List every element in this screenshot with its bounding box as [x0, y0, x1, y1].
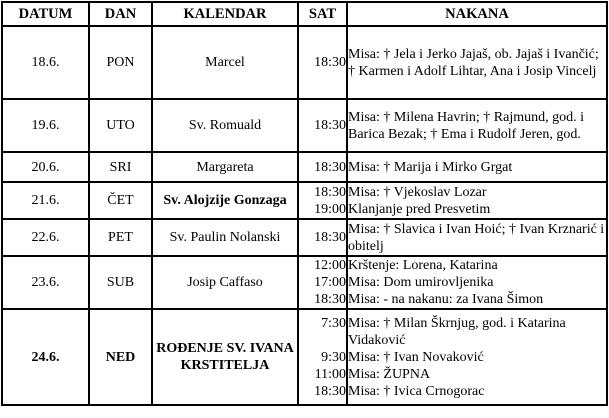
time-entry: 12:00: [314, 258, 346, 273]
time-entry: 7:30: [321, 315, 346, 331]
intention-entry: Misa: † Marija i Mirko Grgat: [348, 159, 513, 175]
schedule-rows: [2, 26, 607, 405]
intention-cell: [347, 152, 607, 182]
intention-entry: Misa: † Milena Havrin; † Rajmund, god. i Barica Bezak; † Ema i Rudolf Jeren, god.: [348, 109, 585, 142]
intention-entry: † Karmen i Adolf Lihtar, Ana i Josip Vincelj: [348, 63, 597, 79]
intention-entry: Misa: † Jela i Jerko Jajaš, ob. Jajaš i Ivančić;: [348, 46, 599, 62]
date-cell: 22.6.: [2, 219, 89, 256]
header-row: [2, 2, 607, 26]
time-entry: 17:00: [314, 275, 346, 290]
date-cell: 19.6.: [2, 99, 89, 152]
intention-entry: Misa: † Ivica Crnogorac: [348, 383, 485, 399]
intention-cell: [347, 219, 607, 256]
table-row: [2, 219, 607, 256]
header-date: DATUM: [2, 2, 89, 26]
calendar-cell: Marcel: [152, 26, 298, 99]
intention-cell: [347, 309, 607, 405]
day-cell: ČET: [89, 182, 152, 219]
date-cell: 18.6.: [2, 26, 89, 99]
date-cell: 21.6.: [2, 182, 89, 219]
time-entry: 18:30: [314, 118, 346, 133]
date-cell: 23.6.: [2, 256, 89, 309]
date-cell: 20.6.: [2, 152, 89, 182]
intention-entry: Misa: † Milan Škrnjug, god. i Katarina Vidaković: [348, 315, 566, 348]
time-cell: [298, 309, 347, 405]
day-cell: PON: [89, 26, 152, 99]
calendar-cell: Sv. Paulin Nolanski: [152, 219, 298, 256]
intention-entry: Misa: † Slavica i Ivan Hoić; † Ivan Krznarić i obitelj: [348, 221, 605, 254]
intention-entry: Misa: † Vjekoslav Lozar: [348, 184, 487, 200]
time-entry: 11:00: [314, 366, 346, 382]
table-row: [2, 26, 607, 99]
intention-cell: [347, 256, 607, 309]
header-time: SAT: [298, 2, 347, 26]
mass-schedule-table: [1, 1, 608, 406]
time-cell: [298, 26, 347, 99]
day-cell: SRI: [89, 152, 152, 182]
time-entry: 18:30: [314, 184, 346, 200]
calendar-cell: Josip Caffaso: [152, 256, 298, 309]
time-entry: 19:00: [314, 201, 346, 217]
time-cell: [298, 219, 347, 256]
intention-entry: Misa: Dom umirovljenika: [348, 275, 494, 290]
header-intention: NAKANA: [347, 2, 607, 26]
intention-cell: [347, 182, 607, 219]
time-entry: 18:30: [314, 55, 346, 70]
table-row: [2, 182, 607, 219]
intention-cell: [347, 26, 607, 99]
time-cell: [298, 256, 347, 309]
table-row: [2, 256, 607, 309]
time-entry: 18:30: [314, 383, 346, 399]
intention-entry: Misa: - na nakanu: za Ivana Šimon: [348, 292, 544, 307]
calendar-cell: Sv. Alojzije Gonzaga: [152, 182, 298, 219]
intention-entry: Krštenje: Lorena, Katarina: [348, 258, 498, 273]
table-row: [2, 99, 607, 152]
time-entry: 9:30: [321, 349, 346, 365]
calendar-cell: ROĐENJE SV. IVANA KRSTITELJA: [152, 309, 298, 405]
calendar-cell: Sv. Romuald: [152, 99, 298, 152]
time-entry: 18:30: [314, 159, 346, 175]
header-day: DAN: [89, 2, 152, 26]
table-row: [2, 309, 607, 405]
date-cell: 24.6.: [2, 309, 89, 405]
table-row: [2, 152, 607, 182]
intention-entry: Misa: ŽUPNA: [348, 366, 431, 382]
calendar-cell: Margareta: [152, 152, 298, 182]
intention-entry: Klanjanje pred Presvetim: [348, 201, 491, 217]
time-cell: [298, 99, 347, 152]
intention-cell: [347, 99, 607, 152]
day-cell: SUB: [89, 256, 152, 309]
time-entry: [299, 332, 346, 349]
intention-entry: Misa: † Ivan Novaković: [348, 349, 484, 365]
day-cell: NED: [89, 309, 152, 405]
day-cell: PET: [89, 219, 152, 256]
time-entry: 18:30: [314, 230, 346, 245]
header-calendar: KALENDAR: [152, 2, 298, 26]
day-cell: UTO: [89, 99, 152, 152]
time-cell: [298, 152, 347, 182]
time-entry: 18:30: [314, 292, 346, 307]
time-cell: [298, 182, 347, 219]
